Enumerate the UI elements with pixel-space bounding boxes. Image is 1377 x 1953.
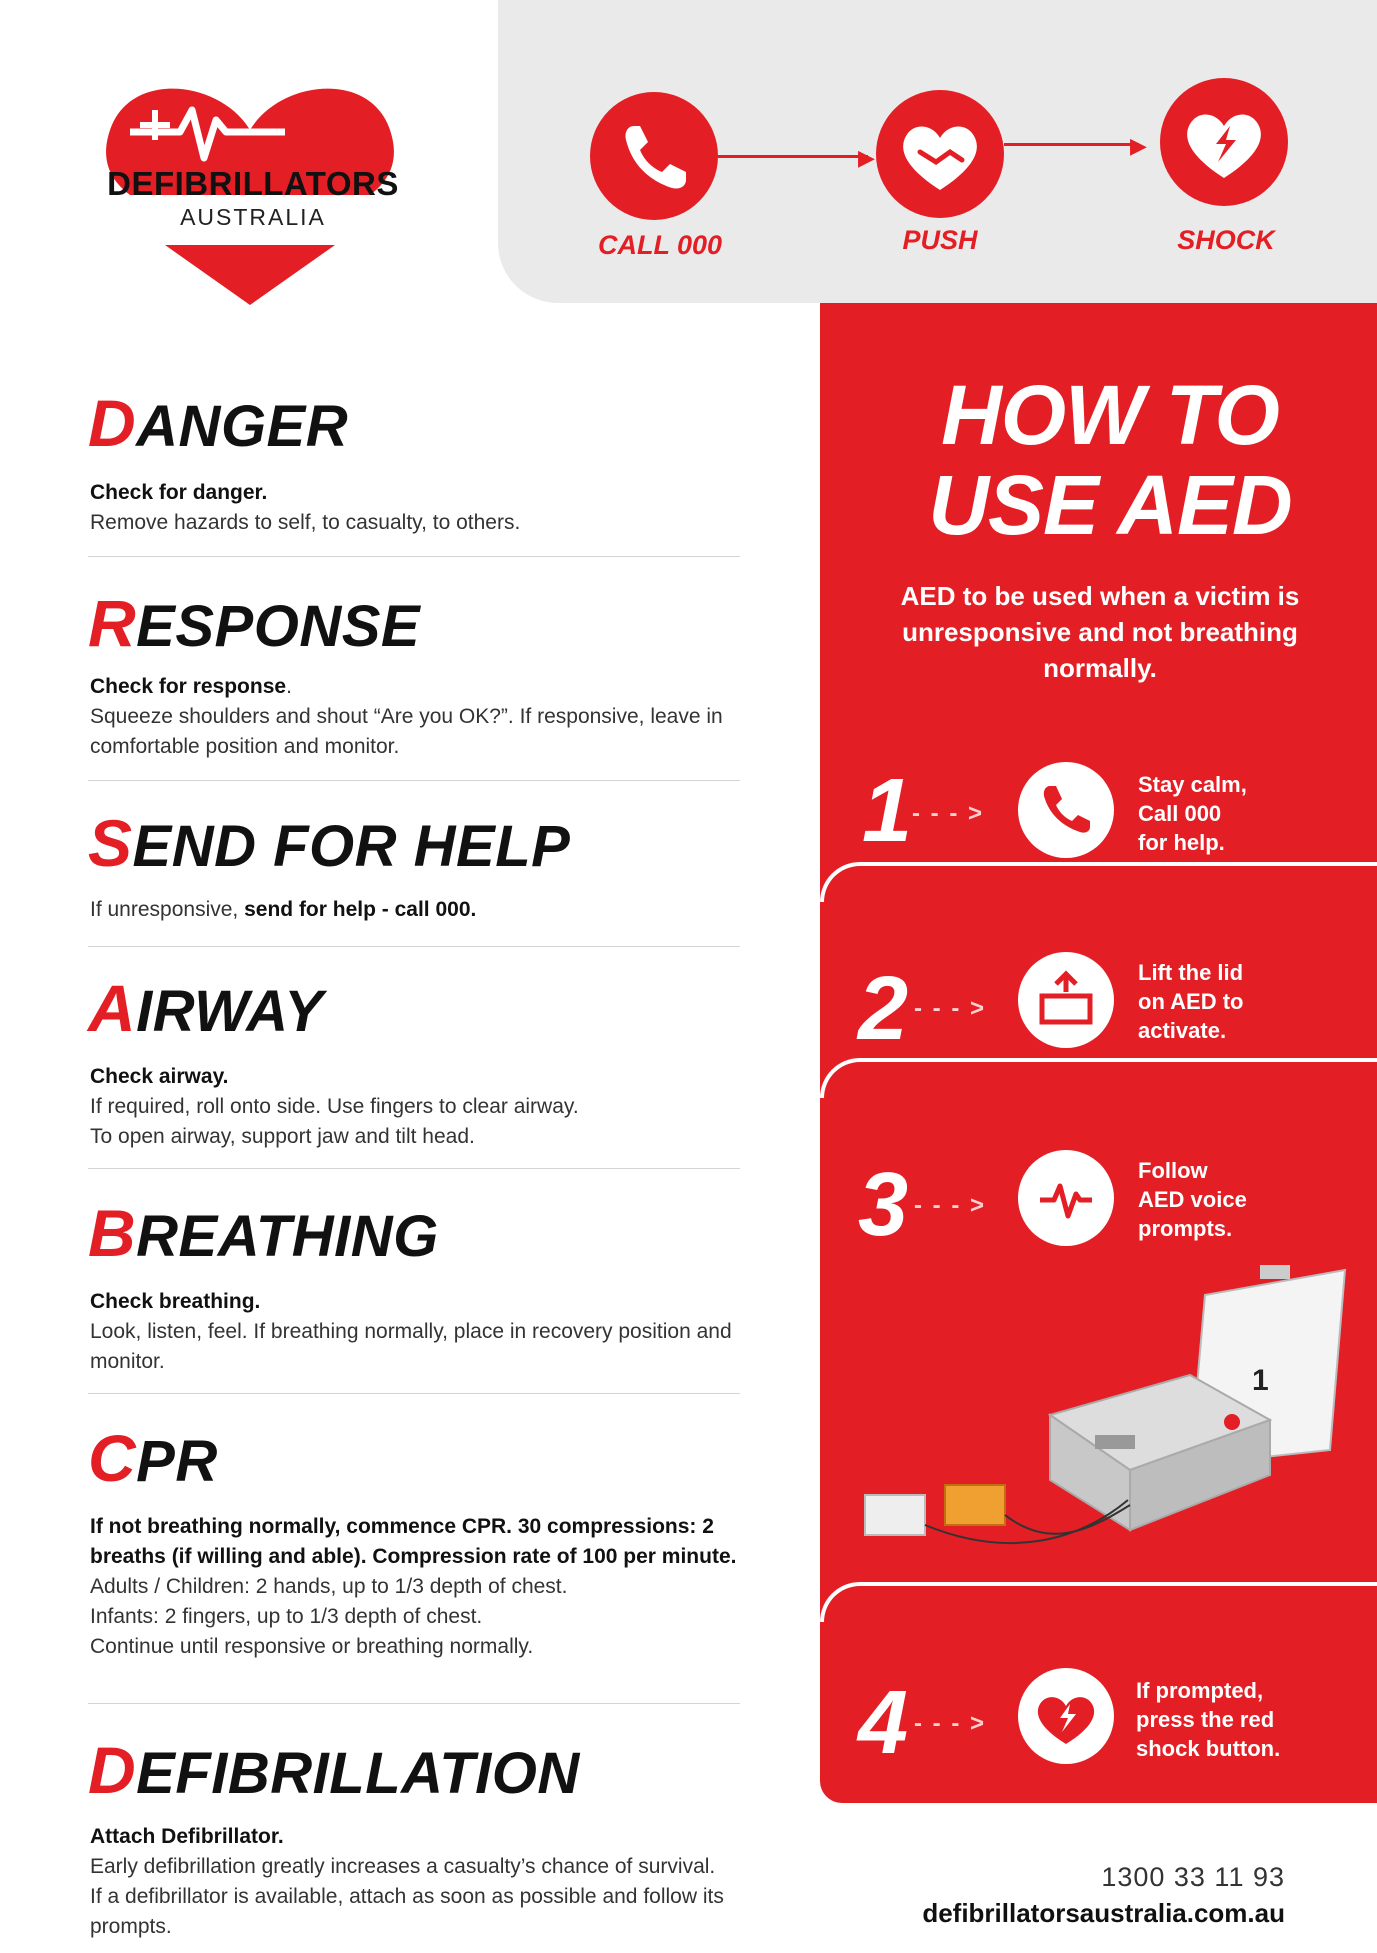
step-number: 3	[858, 1155, 909, 1255]
phone-icon	[590, 92, 718, 220]
step-number: 1	[862, 761, 913, 861]
logo-name: DEFIBRILLATORS	[107, 165, 399, 202]
step-1-text: Stay calm, Call 000 for help.	[1138, 772, 1247, 855]
dashed-arrow: - - - >	[914, 1710, 986, 1737]
lift-lid-icon	[1018, 952, 1114, 1048]
aed-intro-text: AED to be used when a victim is unresponsive and not breathing normally.	[900, 581, 1300, 683]
defibrillation-text: Attach Defibrillator. Early defibrillation greatly increases a casualty’s chance of survival. If a defibrillator is available, attach as soon as possible and follow its prompts.	[90, 1825, 724, 1938]
step-2-text: Lift the lid on AED to activate.	[1138, 960, 1244, 1043]
footer-phone: 1300 33 11 93	[1101, 1862, 1285, 1892]
step-divider	[820, 1582, 1377, 1622]
dashed-arrow: - - - >	[914, 1192, 986, 1219]
shock-step-label: SHOCK	[1177, 225, 1275, 255]
push-step-icon	[876, 90, 1004, 218]
airway-text: Check airway. If required, roll onto side. Use fingers to clear airway. To open airway, support jaw and tilt head.	[90, 1065, 579, 1148]
call-step-label: CALL 000	[597, 230, 723, 260]
step-divider	[820, 862, 1377, 902]
arrow-line	[1004, 143, 1139, 146]
step-number: 2	[858, 959, 909, 1059]
aed-device-icon	[860, 1265, 1350, 1555]
cpr-heading: CPR	[88, 1421, 218, 1495]
divider	[88, 1703, 740, 1704]
heart-bolt-icon	[1160, 78, 1288, 206]
divider	[88, 780, 740, 781]
danger-heading: DANGER	[88, 386, 349, 460]
response-heading: RESPONSE	[88, 586, 421, 660]
breathing-heading: BREATHING	[88, 1196, 439, 1270]
response-text: Check for response. Squeeze shoulders and shout “Are you OK?”. If responsive, leave in comfortable position and monitor.	[90, 675, 723, 758]
shock-step-icon	[1160, 78, 1288, 206]
arrow-head: ▶	[858, 145, 875, 170]
airway-heading: AIRWAY	[88, 971, 324, 1045]
arrow-line	[718, 155, 868, 158]
danger-text: Check for danger. Remove hazards to self, to casualty, to others.	[90, 481, 521, 534]
breathing-text: Check breathing. Look, listen, feel. If breathing normally, place in recovery position and monitor.	[90, 1290, 732, 1373]
hands-heart-icon	[876, 90, 1004, 218]
send-for-help-heading: SEND FOR HELP	[88, 806, 571, 880]
arrow-head: ▶	[1130, 133, 1147, 158]
step-number: 4	[858, 1673, 909, 1773]
footer-website-link[interactable]: defibrillatorsaustralia.com.au	[922, 1898, 1285, 1928]
step-4-text: If prompted, press the red shock button.	[1136, 1678, 1281, 1761]
send-for-help-text: If unresponsive, send for help - call 000.	[90, 898, 477, 921]
phone-icon	[1018, 762, 1114, 858]
divider	[88, 1168, 740, 1169]
heartbeat-icon	[1018, 1150, 1114, 1246]
logo-subtitle: AUSTRALIA	[180, 204, 326, 230]
device-number: 1	[1252, 1364, 1269, 1397]
call-step-icon	[590, 92, 718, 220]
step-divider	[820, 1058, 1377, 1098]
push-step-label: PUSH	[902, 225, 978, 255]
divider	[88, 1393, 740, 1394]
divider	[88, 946, 740, 947]
defibrillation-heading: DEFIBRILLATION	[88, 1733, 580, 1807]
dashed-arrow: - - - >	[914, 995, 986, 1022]
step-3-text: Follow AED voice prompts.	[1138, 1158, 1247, 1241]
heart-bolt-icon	[1018, 1668, 1114, 1764]
divider	[88, 556, 740, 557]
how-to-use-aed-title: HOW TO USE AED	[928, 368, 1292, 552]
cpr-text: If not breathing normally, commence CPR. 30 compressions: 2 breaths (if willing and able). Compression rate of 100 per minute. Adults / Children: 2 hands, up to 1/3 depth of chest. Infants: 2 fingers, up to 1/3 depth of chest. Continue until responsive or breathing normally.	[90, 1515, 737, 1658]
dashed-arrow: - - - >	[912, 800, 984, 827]
